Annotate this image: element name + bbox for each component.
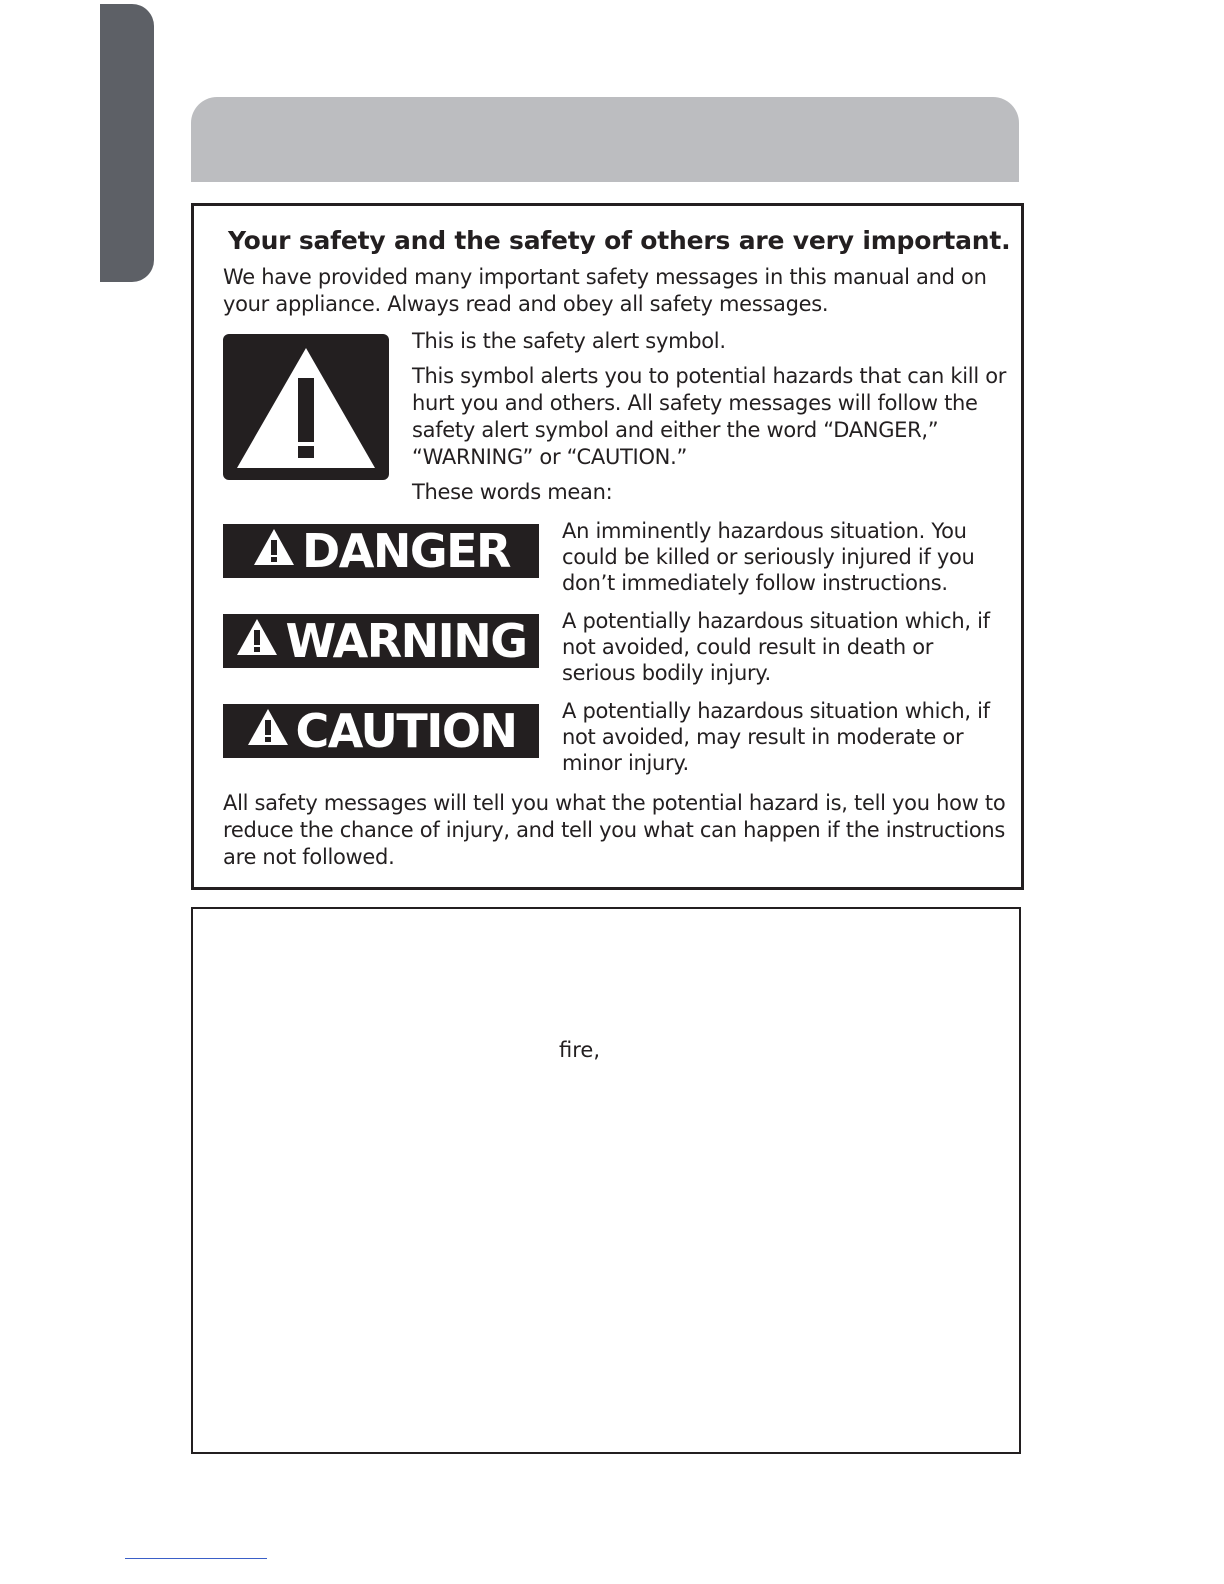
danger-badge xyxy=(223,524,539,578)
warning-triangle-icon xyxy=(246,704,290,758)
warning-badge xyxy=(223,614,539,668)
warning-description: A potentially hazardous situation which, if not avoided, could result in death or serious bodily injury. xyxy=(562,609,990,685)
warning-triangle-icon xyxy=(252,524,296,578)
safety-footer: All safety messages will tell you what the potential hazard is, tell you how to reduce the chance of injury, and tell you what can happen if the instructions are not followed. xyxy=(223,791,1006,869)
safety-headline: Your safety and the safety of others are very important. xyxy=(228,226,1011,255)
symbol-explanation xyxy=(412,328,1012,514)
symbol-line-3: These words mean: xyxy=(412,480,613,504)
symbol-line-2: This symbol alerts you to potential hazards that can kill or hurt you and others. All safety messages will follow the safety alert symbol and either the word “DANGER,” “WARNING” or “CAUTION.” xyxy=(412,364,1007,469)
warning-triangle-icon xyxy=(235,614,279,668)
safety-alert-symbol xyxy=(223,334,389,480)
header-band xyxy=(191,97,1019,182)
symbol-line-1: This is the safety alert symbol. xyxy=(412,329,726,353)
safety-intro: We have provided many important safety messages in this manual and on your appliance. Always read and obey all safety messages. xyxy=(223,265,987,316)
danger-description: An imminently hazardous situation. You could be killed or seriously injured if you don’t immediately follow instructions. xyxy=(562,519,975,595)
caution-badge xyxy=(223,704,539,758)
fire-fragment: fire, xyxy=(559,1038,600,1062)
safety-message-box xyxy=(191,203,1024,890)
danger-word: DANGER xyxy=(302,524,510,578)
caution-description: A potentially hazardous situation which, if not avoided, may result in moderate or minor injury. xyxy=(562,699,990,775)
warning-word: WARNING xyxy=(285,614,527,668)
caution-word: CAUTION xyxy=(295,704,517,758)
bottom-link-underline xyxy=(125,1558,267,1559)
side-tab xyxy=(100,4,154,282)
warning-triangle-icon xyxy=(223,334,389,480)
lower-content-box xyxy=(191,907,1021,1454)
